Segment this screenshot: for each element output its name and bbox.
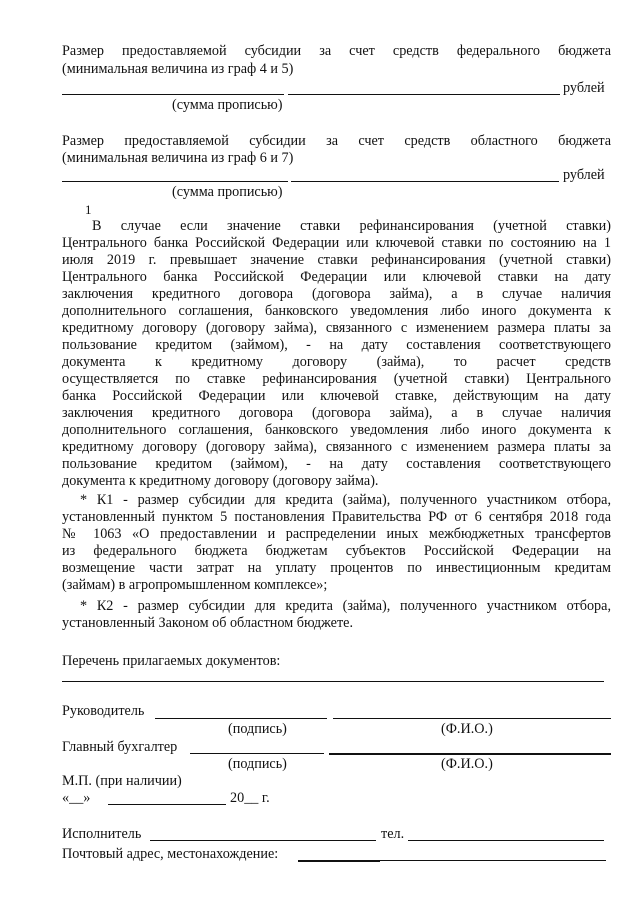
para3-line: установленный Законом об областном бюджете.	[62, 615, 354, 631]
para2-line: * К1 - размер субсидии для кредита (займа), полученного участником отбора,	[80, 492, 611, 508]
phone-label: тел.	[381, 826, 405, 842]
footnote-mark: 1	[85, 202, 92, 217]
attachments-label: Перечень прилагаемых документов:	[62, 653, 281, 669]
para1-line: банка Российской Федерации или ключевой ставке, действующим на дату	[62, 388, 611, 404]
attachments-blank[interactable]	[62, 681, 604, 682]
para2-line: из федерального бюджета бюджетам субъектов Российской Федерации на	[62, 543, 611, 559]
para1-line: дополнительного соглашения, банковского уведомления либо иного документа к	[62, 303, 611, 319]
regional-subsidy-line-1: Размер предоставляемой субсидии за счет средств областного бюджета	[62, 133, 611, 149]
date-month-blank[interactable]	[108, 804, 226, 805]
para1-line: кредитному договору (договору займа), связанного с изменением размера платы за	[62, 439, 611, 455]
accountant-name-caption: (Ф.И.О.)	[441, 756, 493, 772]
para3-line: * К2 - размер субсидии для кредита (займа), полученного участником отбора,	[80, 598, 611, 614]
regional-subsidy-line-2: (минимальная величина из граф 6 и 7)	[62, 150, 294, 166]
para1-line: кредитному договору (договору займа), связанного с изменением размера платы за	[62, 320, 611, 336]
head-label: Руководитель	[62, 703, 145, 719]
federal-amount-blank-2[interactable]	[288, 94, 560, 95]
regional-amount-blank-1[interactable]	[62, 181, 288, 182]
para2-line: возмещение части затрат на уплату процентов по инвестиционным кредитам	[62, 560, 611, 576]
executor-label: Исполнитель	[62, 826, 142, 842]
accountant-signature-blank[interactable]	[190, 753, 324, 754]
accountant-name-blank[interactable]	[329, 753, 611, 755]
accountant-label: Главный бухгалтер	[62, 739, 178, 755]
regional-amount-caption: (сумма прописью)	[172, 184, 283, 200]
regional-amount-blank-2[interactable]	[291, 181, 559, 182]
date-year: 20__ г.	[230, 790, 270, 806]
head-signature-blank[interactable]	[155, 718, 327, 719]
regional-rubles-label: рублей	[563, 167, 605, 183]
para1-line: пользование кредитом (займом), - на дату составления соответствующего	[62, 337, 611, 353]
federal-amount-caption: (сумма прописью)	[172, 97, 283, 113]
federal-subsidy-line-2: (минимальная величина из граф 4 и 5)	[62, 61, 294, 77]
address-blank-1[interactable]	[298, 860, 380, 862]
phone-blank[interactable]	[408, 840, 604, 841]
head-name-caption: (Ф.И.О.)	[441, 721, 493, 737]
para1-line: Центрального банка Российской Федерации или ключевой ставки на дату	[62, 269, 611, 285]
accountant-signature-caption: (подпись)	[228, 756, 287, 772]
para2-line: установленный пунктом 5 постановления Правительства РФ от 6 сентября 2018 года	[62, 509, 611, 525]
para1-line: заключения кредитного договора (договора займа), а в случае наличия	[62, 405, 611, 421]
para1-line: документа к кредитному договору (договору займа).	[62, 473, 379, 489]
address-blank-2[interactable]	[380, 860, 606, 861]
para2-line: (займам) в агропромышленном комплексе»;	[62, 577, 328, 593]
seal-label: М.П. (при наличии)	[62, 773, 182, 789]
para2-line: № 1063 «О предоставлении и распределении иных межбюджетных трансфертов	[62, 526, 611, 542]
para1-line: осуществляется по ставке рефинансирования (учетной ставки) Центрального	[62, 371, 611, 387]
para1-line: заключения кредитного договора (договора займа), а в случае наличия	[62, 286, 611, 302]
federal-amount-blank-1[interactable]	[62, 94, 284, 95]
para1-line: Центрального банка Российской Федерации или ключевой ставки по состоянию на 1	[62, 235, 611, 251]
executor-blank[interactable]	[150, 840, 376, 841]
federal-rubles-label: рублей	[563, 80, 605, 96]
para1-line: В случае если значение ставки рефинансирования (учетной ставки)	[92, 218, 611, 234]
para1-line: документа к кредитному договору (займа), то расчет средств	[62, 354, 611, 370]
date-day: «__»	[62, 790, 91, 806]
para1-line: дополнительного соглашения, банковского уведомления либо иного документа к	[62, 422, 611, 438]
para1-line: июля 2019 г. превышает значение ставки рефинансирования (учетной ставки)	[62, 252, 611, 268]
para1-line: пользование кредитом (займом), - на дату составления соответствующего	[62, 456, 611, 472]
federal-subsidy-line-1: Размер предоставляемой субсидии за счет средств федерального бюджета	[62, 43, 611, 59]
address-label: Почтовый адрес, местонахождение:	[62, 846, 279, 862]
head-signature-caption: (подпись)	[228, 721, 287, 737]
head-name-blank[interactable]	[333, 718, 611, 719]
